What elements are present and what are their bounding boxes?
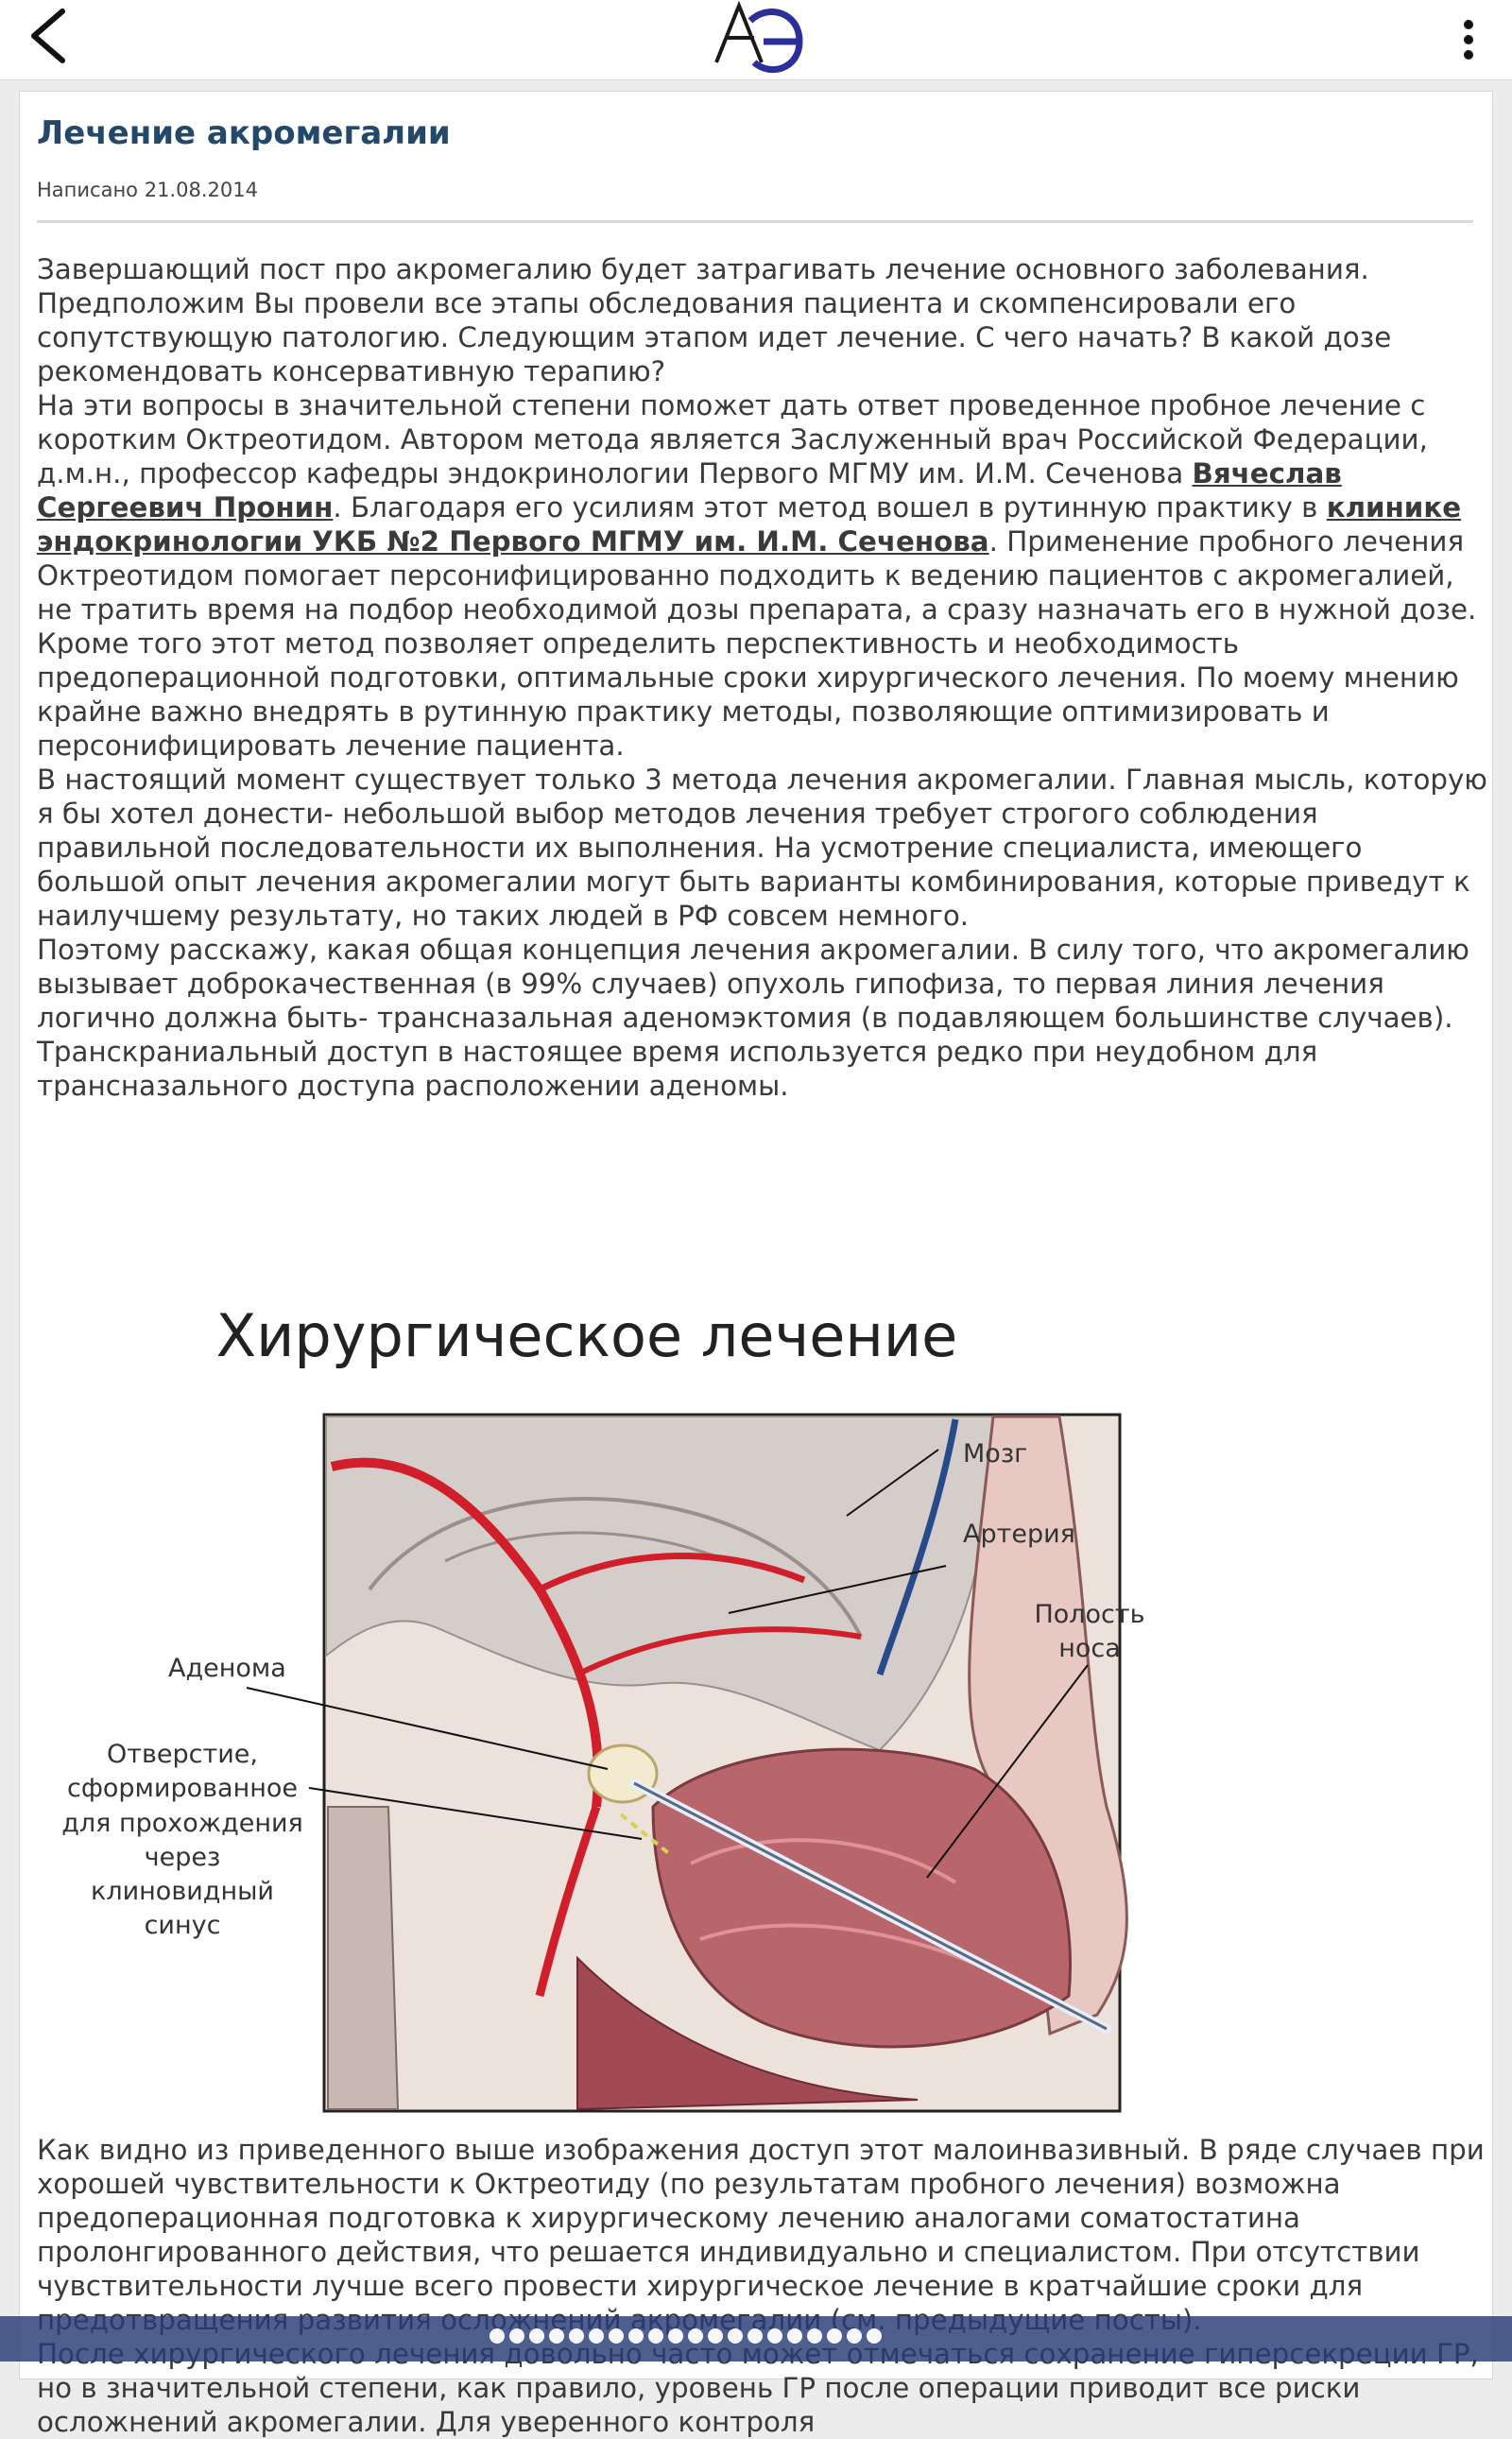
article-body-continued [37,2133,1492,2439]
paragraph: Поэтому расскажу, какая общая концепция лечения акромегалии. В силу того, что акромегалию вызывает доброкачественная (в 99% случаев) опухоль гипофиза, то первая линия лечения логично должна быть- трансназальная аденомэктомия (в подавляющем большинстве случаев). Транскраниальный доступ в настоящее время используется редко при неудобном для трансназального доступа расположении аденомы. [37,934,1469,1102]
page-indicator-bar[interactable] [0,2316,1512,2362]
page-dot[interactable] [807,2328,822,2344]
site-logo[interactable] [709,0,803,76]
back-arrow-icon [21,2,77,68]
article-title: Лечение акромегалии [37,114,451,152]
label-opening-1: Отверстие, [107,1740,258,1769]
label-opening-5: клиновидный [91,1877,274,1906]
paragraph-text: . Благодаря его усилиям этот метод вошел в рутинную практику в [333,491,1327,524]
paragraph [37,388,1492,763]
figure-title: Хирургическое лечение [215,1301,958,1370]
page-dot[interactable] [569,2328,584,2344]
paragraph: Завершающий пост про акромегалию будет затрагивать лечение основного заболевания. Предположим Вы провели все этапы обследования пациента и скомпенсировали его сопутствующую патологию. Следующим этапом идет лечение. С чего начать? В какой дозе рекомендовать консервативную терапию? [37,253,1392,387]
page-dot[interactable] [609,2328,624,2344]
page-dot[interactable] [668,2328,683,2344]
article-card [19,91,1493,2438]
label-brain: Мозг [963,1439,1028,1469]
page-dot[interactable] [688,2328,703,2344]
label-opening-6: синус [144,1911,221,1940]
page-dot[interactable] [549,2328,564,2344]
app-bar [0,0,1512,80]
label-opening-3: для прохождения [61,1809,303,1838]
surgery-illustration [48,1278,1182,2119]
page-dot[interactable] [787,2328,802,2344]
clinic-link[interactable]: клинике эндокринологии УКБ №2 Первого МГМУ им. И.М. Сеченова [37,491,1462,558]
paragraph-text: . Применение пробного лечения Октреотидом помогает персонифицированно подходить к ведению пациентов с акромегалией, не тратить время на подбор необходимой дозы препарата, а сразу назначать его в нужной дозе. Кроме того этот метод позволяет определить перспективность и необходимость предоперационной подготовки, оптимальные сроки хирургического лечения. По моему мнению крайне важно внедрять в рутинную практику методы, позволяющие оптимизировать и персонифицировать лечение пациента. [37,525,1477,762]
label-opening-2: сформированное [66,1774,299,1803]
more-vertical-icon [1450,6,1487,72]
page-dot[interactable] [827,2328,842,2344]
page-dot[interactable] [628,2328,644,2344]
article-body [37,252,1492,1103]
label-opening-4: через [144,1843,221,1872]
article-date: Написано 21.08.2014 [37,179,258,201]
paragraph: но в значительной степени, как правило, уровень ГР после операции приводит все риски осложнений акромегалии. Для уверенного контроля [37,2372,1361,2438]
back-button[interactable] [21,2,77,68]
page-dot[interactable] [767,2328,782,2344]
paragraph-text: На эти вопросы в значительной степени поможет дать ответ проведенное пробное лечение с коротким Октреотидом. Автором метода является Заслуженный врач Российской Федерации, д.м.н., профессор кафедры эндокринологии Первого МГМУ им. И.М. Сеченова [37,389,1428,490]
page-dot[interactable] [728,2328,743,2344]
spine [328,1807,398,2109]
page-dot[interactable] [648,2328,663,2344]
logo-mark [709,0,803,76]
label-artery: Артерия [963,1520,1075,1549]
page-dot[interactable] [529,2328,544,2344]
page-dot[interactable] [847,2328,862,2344]
page-dot[interactable] [867,2328,882,2344]
surgery-diagram [48,1278,1182,2119]
page-dot[interactable] [708,2328,723,2344]
page-dot[interactable] [509,2328,524,2344]
paragraph: Как видно из приведенного выше изображения доступ этот малоинвазивный. В ряде случаев при хорошей чувствительности к Октреотиду (по результатам пробного лечения) возможна предоперационная подготовка к хирургическому лечению аналогами соматостатина пролонгированного действия, что решается индивидуально и специалистом. При отсутствии чувствительности лучше всего провести хирургическое лечение в кратчайшие сроки для [37,2134,1485,2302]
label-adenoma: Аденома [168,1654,286,1683]
overflow-menu-button[interactable] [1450,6,1487,72]
page-dots [490,2328,882,2349]
page-dot[interactable] [589,2328,604,2344]
page-dot[interactable] [490,2328,505,2344]
author-link[interactable]: Вячеслав Сергеевич Пронин [37,457,1342,524]
title-divider [37,220,1473,223]
paragraph: В настоящий момент существует только 3 метода лечения акромегалии. Главная мысль, которую я бы хотел донести- небольшой выбор методов лечения требует строгого соблюдения правильной последовательности их выполнения. На усмотрение специалиста, имеющего большой опыт лечения акромегалии могут быть варианты комбинирования, которые приведут к наилучшему результату, но таких людей в РФ совсем немного. [37,764,1487,932]
label-nasal-cavity-2: носа [1058,1634,1121,1663]
label-nasal-cavity-1: Полость [1034,1600,1145,1629]
page-dot[interactable] [747,2328,763,2344]
